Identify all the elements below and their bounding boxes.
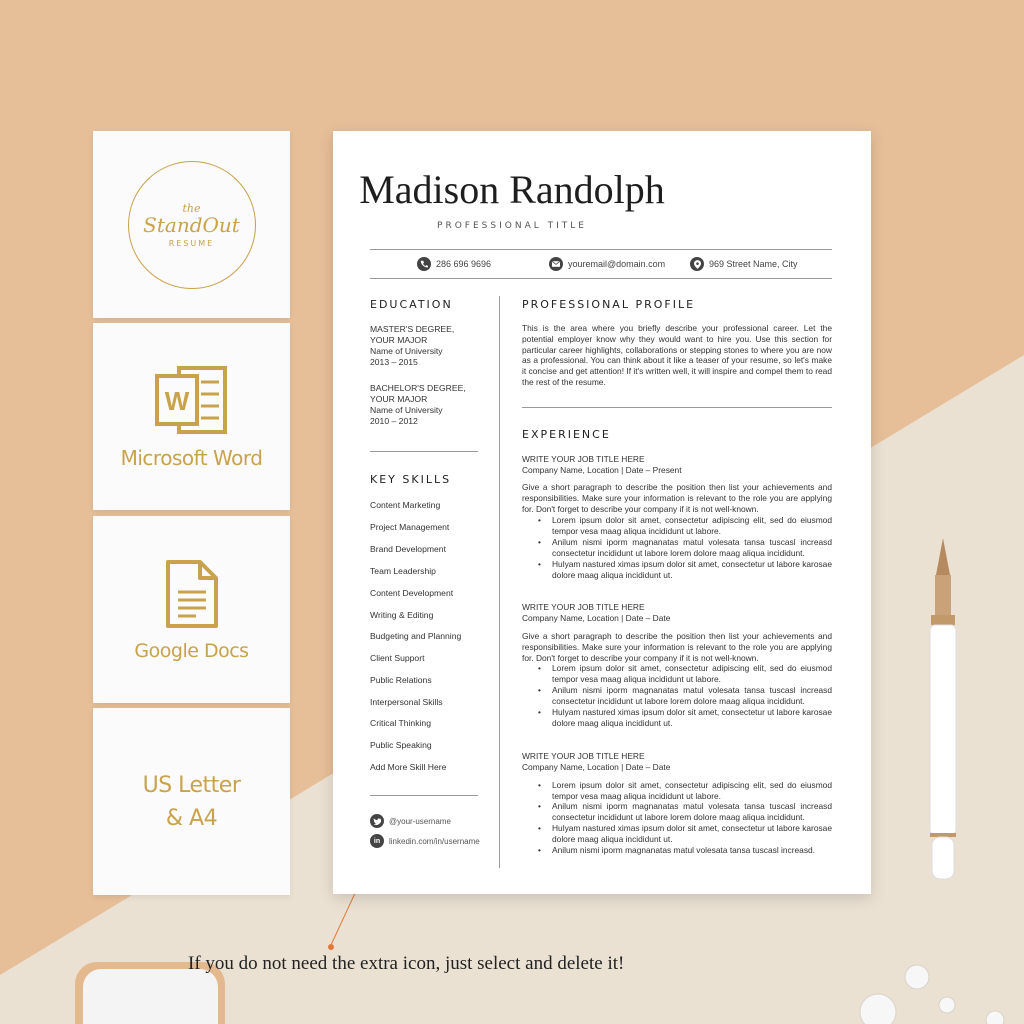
phone-text: 286 696 9696 [436, 259, 492, 269]
contact-address [690, 257, 798, 271]
education-entry-1: MASTER'S DEGREE, YOUR MAJOR Name of University 2013 – 2015 [370, 324, 455, 367]
logo-subtitle: RESUME [168, 238, 215, 248]
skill-item: Project Management [370, 522, 450, 532]
job-description: Give a short paragraph to describe the position then list your achievements and responsibilities. Make sure your information is relevant to the role you are applying for. Don't forget to describe your company if it is not well-known. [522, 482, 832, 514]
job-company: Company Name, Location | Date – Date [522, 762, 671, 772]
job-title: WRITE YOUR JOB TITLE HERE [522, 602, 645, 612]
contact-email [549, 257, 665, 271]
word-card [93, 323, 290, 510]
education-entry-2: BACHELOR'S DEGREE, YOUR MAJOR Name of University 2010 – 2012 [370, 383, 466, 426]
skill-item: Public Speaking [370, 740, 432, 750]
size-line1: US Letter [142, 772, 241, 798]
size-line2: & A4 [165, 805, 218, 831]
skill-item: Brand Development [370, 544, 446, 554]
skill-item: Team Leadership [370, 566, 436, 576]
email-text: youremail@domain.com [568, 259, 666, 269]
divider-contact [370, 278, 832, 279]
microsoft-word-icon [155, 364, 229, 436]
resume-professional-title: PROFESSIONAL TITLE [437, 221, 587, 231]
job-title: WRITE YOUR JOB TITLE HERE [522, 454, 645, 464]
divider-profile [522, 407, 832, 408]
job-company: Company Name, Location | Date – Present [522, 465, 682, 475]
skill-item: Public Relations [370, 675, 432, 685]
social-twitter [370, 814, 451, 828]
job-title: WRITE YOUR JOB TITLE HERE [522, 751, 645, 761]
location-pin-icon [690, 257, 704, 271]
education-heading: EDUCATION [370, 298, 453, 311]
profile-heading: PROFESSIONAL PROFILE [522, 298, 696, 311]
divider-top [370, 249, 832, 250]
twitter-handle: @your-username [389, 816, 451, 826]
linkedin-icon: in [370, 834, 384, 848]
job-company: Company Name, Location | Date – Date [522, 613, 671, 623]
docs-label: Google Docs [134, 639, 249, 662]
job-bullet: • Hulyam nastured ximas ipsum dolor sit amet, consectetur ut labore karosae dolore maag aliqua incididunt ut. [552, 707, 832, 729]
divider-education [370, 451, 478, 452]
logo-script: StandOut [143, 212, 240, 237]
skills-heading: KEY SKILLS [370, 473, 452, 486]
skill-item: Writing & Editing [370, 610, 434, 620]
job-bullet: • Lorem ipsum dolor sit amet, consectetur adipiscing elit, sed do eiusmod tempor vesa maag aliqua incididunt ut labore. [552, 780, 832, 802]
job-bullet: • Anilum nismi iporm magnanatas matul volesata tansa tuscasl increasd consectetur incididunt ut labore lorem dolore maag aliqua incididunt. [552, 685, 832, 707]
job-bullet: • Lorem ipsum dolor sit amet, consectetur adipiscing elit, sed do eiusmod tempor vesa maag aliqua incididunt ut labore. [552, 663, 832, 685]
job-bullet: • Anilum nismi iporm magnanatas matul volesata tansa tuscasl increasd. [552, 845, 832, 856]
skill-item: Budgeting and Planning [370, 631, 462, 641]
skill-item: Content Marketing [370, 500, 441, 510]
job-bullet: • Hulyam nastured ximas ipsum dolor sit amet, consectetur ut labore karosae dolore maag aliqua incididunt ut. [552, 823, 832, 845]
google-docs-icon [164, 558, 220, 630]
logo-the: the [182, 201, 201, 215]
svg-text:W: W [164, 385, 189, 416]
divider-skills [370, 795, 478, 796]
job-bullet: • Anilum nismi iporm magnanatas matul volesata tansa tuscasl increasd consectetur incididunt ut labore lorem dolore maag aliqua incididunt. [552, 537, 832, 559]
size-card [93, 708, 290, 895]
skill-item: Interpersonal Skills [370, 697, 443, 707]
job-description: Give a short paragraph to describe the position then list your achievements and responsibilities. Make sure your information is relevant to the role you are applying for. Don't forget to describe your company if it is not well-known. [522, 631, 832, 663]
experience-heading: EXPERIENCE [522, 428, 611, 441]
resume-name: Madison Randolph [359, 167, 665, 212]
phone-icon [417, 257, 431, 271]
job-bullet: • Anilum nismi iporm magnanatas matul volesata tansa tuscasl increasd consectetur incididunt ut labore lorem dolore maag aliqua incididunt. [552, 801, 832, 823]
skill-item: Critical Thinking [370, 718, 431, 728]
job-bullet: • Hulyam nastured ximas ipsum dolor sit amet, consectetur ut labore karosae dolore maag aliqua incididunt ut. [552, 559, 832, 581]
caption-note: If you do not need the extra icon, just select and delete it! [188, 953, 625, 974]
skill-item: Add More Skill Here [370, 762, 447, 772]
profile-text: This is the area where you briefly describe your professional career. Let the potential employer know why they would want to hire you. Use this section for particular career highlights, collaborations or stepping stones to where you are now as a professional. You can think about it like a teaser of your resume, so let's make it concise and get attention! If it's written well, it will inspire and compel them to read the rest of the resume. [522, 323, 832, 387]
email-icon [549, 257, 563, 271]
social-linkedin [370, 834, 480, 848]
docs-card [93, 516, 290, 703]
linkedin-url: linkedin.com/in/username [389, 836, 480, 846]
job-bullet: • Lorem ipsum dolor sit amet, consectetur adipiscing elit, sed do eiusmod tempor vesa maag aliqua incididunt ut labore. [552, 515, 832, 537]
skill-item: Client Support [370, 653, 425, 663]
skill-item: Content Development [370, 588, 454, 598]
column-divider [499, 296, 500, 868]
word-label: Microsoft Word [120, 445, 263, 470]
contact-phone [417, 257, 491, 271]
address-text: 969 Street Name, City [709, 259, 798, 269]
twitter-icon [370, 814, 384, 828]
